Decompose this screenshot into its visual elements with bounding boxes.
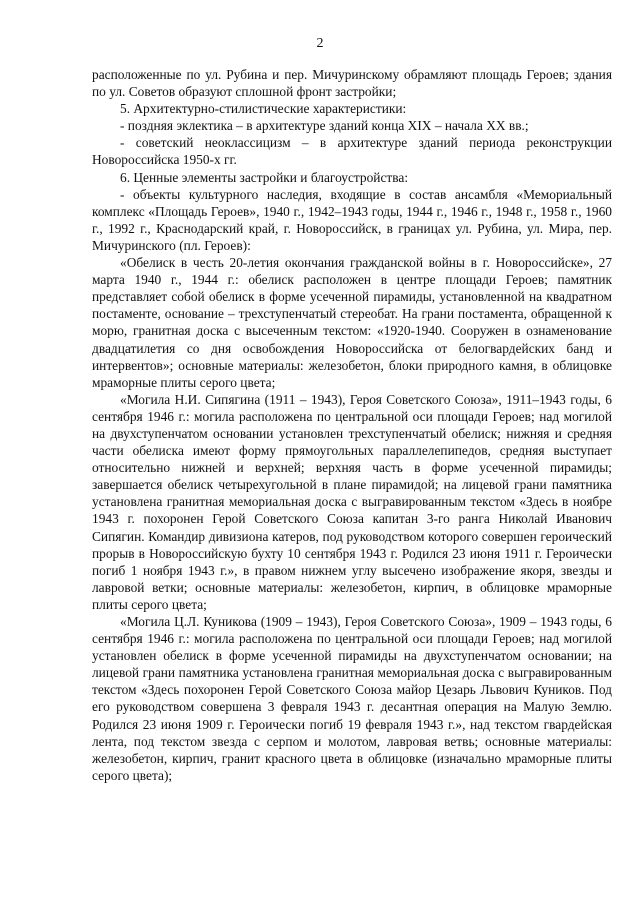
paragraph-6: - объекты культурного наследия, входящие в состав ансамбля «Мемориальный комплекс «Площадь Героев», 1940 г., 1942–1943 годы, 1944 г., 1946 г., 1948 г., 1958 г., 1960 г., 1992 г., Краснодарский край, г. Новороссийск, в границах ул. Рубина, ул. Мира, пер. Мичуринского (пл. Героев):: [92, 186, 612, 253]
paragraph-5: 6. Ценные элементы застройки и благоустройства:: [120, 169, 409, 185]
document-body: [92, 66, 612, 784]
page-number: 2: [316, 36, 324, 51]
paragraph-7: «Обелиск в честь 20-летия окончания гражданской войны в г. Новороссийске», 27 марта 1940 г., 1944 г.: обелиск расположен в центре площади Героев; памятник представляет собой обелиск в форме усеченной пирамиды, установленной на квадратном постаменте, основание – трехступенчатый стереобат. На грани постамента, обращенной к морю, гранитная доска с высеченным текстом: «1920-1940. Сооружен в ознаменование двадцатилетия со дня освобождения Новороссийска от белогвардейских банд и интервентов»; основные материалы: железобетон, блоки природного камня, в облицовке мраморные плиты серого цвета;: [92, 255, 612, 390]
paragraph-9: «Могила Ц.Л. Куникова (1909 – 1943), Героя Советского Союза», 1909 – 1943 годы, 6 сентября 1946 г.: могила расположена по центральной оси площади Героев; над могилой установлен обелиск в форме усеченной пирамиды на двухступенчатом основании; на лицевой грани памятника установлена гранитная мемориальная доска с выгравированным текстом «Здесь похоронен Герой Советского Союза майор Цезарь Львович Куников. Под его руководством совершена 3 февраля 1943 г. десантная операция на Малую Землю. Родился 23 июня 1909 г. Героически погиб 19 февраля 1943 г.», над текстом гвардейская лента, под текстом звезда с серпом и молотом, лавровая ветвь; основные материалы: железобетон, кирпич, гранит красного цвета в облицовке (изначально мраморные плиты серого цвета);: [92, 614, 612, 783]
paragraph-3: - поздняя эклектика – в архитектуре зданий конца XIX – начала XX вв.;: [120, 118, 529, 134]
paragraph-2: 5. Архитектурно-стилистические характеристики:: [120, 101, 407, 117]
paragraph-1: расположенные по ул. Рубина и пер. Мичуринскому обрамляют площадь Героев; здания по ул. Советов образуют сплошной фронт застройки;: [92, 67, 612, 100]
paragraph-4: - советский неоклассицизм – в архитектуре зданий периода реконструкции Новороссийска 1950-х гг.: [92, 135, 612, 168]
paragraph-8: «Могила Н.И. Сипягина (1911 – 1943), Героя Советского Союза», 1911–1943 годы, 6 сентября 1946 г.: могила расположена по центральной оси площади Героев; над могилой на двухступенчатом основании установлен трехступенчатый обелиск; нижняя и средняя части обелиска имеют форму прямоугольных параллелепипедов, средняя выступает относительно нижней и верхней; верхняя часть в форме усеченной пирамиды; завершается обелиск четырехугольной в плане пирамидой; на лицевой грани памятника установлена гранитная мемориальная доска с выгравированным текстом «Здесь в ноябре 1943 г. похоронен Герой Советского Союза капитан 3-го ранга Николай Иванович Сипягин. Командир дивизиона катеров, под руководством которого совершен героический прорыв в Новороссийскую бухту 10 сентября 1943 г. Родился 23 июня 1911 г. Героически погиб 1 ноября 1943 г.», в правом нижнем углу высечено изображение якоря, звезды и лавровой ветки; основные материалы: железобетон, кирпич, в облицовке мраморные плиты серого цвета;: [92, 391, 612, 612]
